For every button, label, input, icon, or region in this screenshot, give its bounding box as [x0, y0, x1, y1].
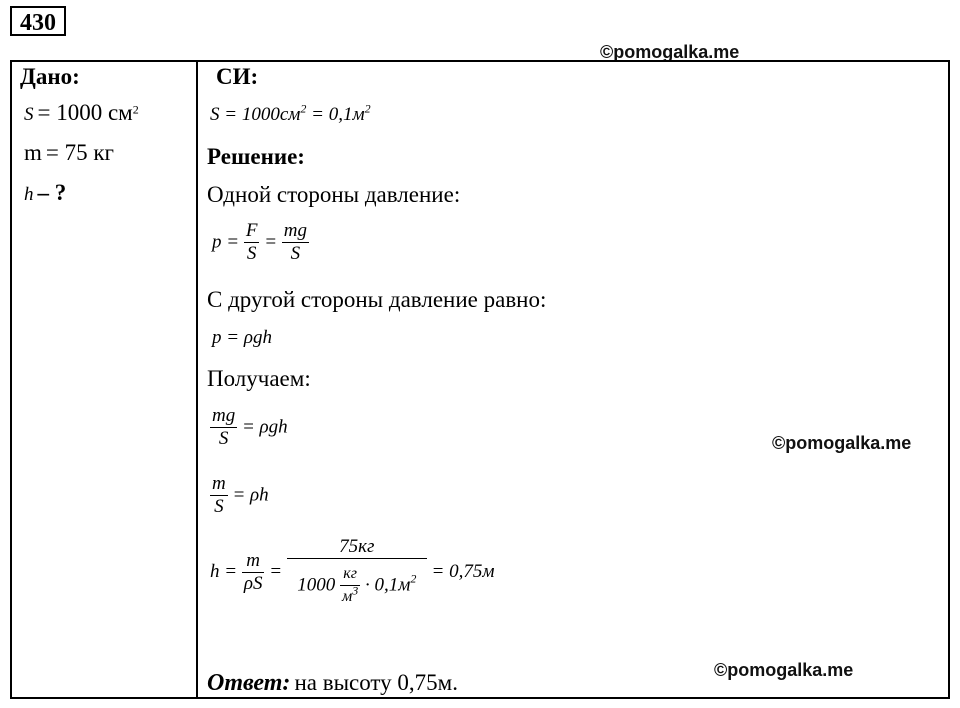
eq1-fraction-2	[282, 220, 309, 265]
si-conversion-rhs: = 0,1м	[306, 104, 365, 125]
eq1-fraction-1	[244, 220, 260, 265]
given-unknown	[24, 180, 66, 206]
eq5-f1-denominator: ρS	[243, 572, 263, 594]
eq5-f2-denominator	[287, 558, 427, 608]
given-area-value: = 1000 см	[37, 100, 133, 125]
equation-balance	[210, 405, 288, 450]
given-header: Дано:	[20, 64, 80, 89]
answer	[207, 670, 458, 697]
solution-header: Решение:	[207, 144, 305, 169]
eq5-den-unit-denominator	[340, 585, 360, 608]
answer-text: на высоту 0,75м.	[294, 670, 458, 695]
eq5-f2-numerator: 75кг	[339, 536, 375, 557]
given-height-question: – ?	[37, 180, 67, 205]
equation-result	[210, 536, 494, 608]
eq4-denominator: S	[210, 495, 228, 518]
si-conversion-lhs: S = 1000см	[210, 104, 301, 125]
eq5-lhs: h =	[210, 561, 238, 582]
eq1-f1-denominator: S	[244, 242, 260, 265]
eq3-fraction	[210, 405, 237, 450]
eq5-equals: =	[269, 561, 283, 582]
given-area-exponent: 2	[132, 102, 139, 117]
eq1-equals: =	[264, 231, 278, 253]
eq5-fraction-2	[287, 536, 427, 608]
eq1-f1-numerator: F	[245, 220, 258, 241]
watermark-bottom: ©pomogalka.me	[714, 660, 854, 680]
si-conversion-exp1: 2	[300, 101, 307, 116]
si-conversion-exp2: 2	[364, 101, 371, 116]
eq3-rhs: = ρgh	[241, 416, 288, 438]
si-conversion	[210, 101, 371, 126]
equation-pressure-force	[212, 220, 309, 265]
equation-hydrostatic: p = ρgh	[212, 327, 272, 348]
eq5-den-unit-exponent: 3	[352, 583, 359, 598]
eq4-rhs: = ρh	[232, 484, 269, 506]
solution-line-3: Получаем:	[207, 366, 311, 391]
given-area-symbol: S	[24, 104, 34, 125]
watermark-top: ©pomogalka.me	[600, 42, 740, 62]
given-height-symbol: h	[24, 184, 34, 205]
column-divider	[196, 60, 198, 699]
si-header: СИ:	[216, 64, 259, 89]
eq3-denominator: S	[210, 427, 237, 450]
answer-label: Ответ:	[207, 670, 291, 696]
eq5-fraction-1	[242, 550, 265, 595]
eq5-den-unit-base: м	[341, 588, 353, 605]
eq4-fraction	[210, 473, 228, 518]
eq5-den-area-exponent: 2	[410, 571, 417, 586]
eq1-f2-denominator: S	[282, 242, 309, 265]
eq5-den-area: · 0,1м	[364, 574, 411, 596]
eq4-numerator: m	[212, 473, 226, 494]
problem-number: 430	[10, 6, 66, 36]
eq5-den-unit-numerator: кг	[343, 565, 357, 582]
equation-simplified	[210, 473, 269, 518]
eq5-den-unit-fraction	[340, 563, 360, 608]
eq1-f2-numerator: mg	[283, 220, 307, 241]
solution-line-2: С другой стороны давление равно:	[207, 287, 547, 312]
eq5-f1-numerator: m	[246, 549, 260, 571]
solution-line-1: Одной стороны давление:	[207, 182, 461, 207]
given-mass-symbol: m	[24, 140, 42, 165]
given-area	[24, 100, 139, 126]
eq5-result: = 0,75м	[431, 561, 495, 582]
eq1-lhs: p =	[212, 231, 240, 253]
given-mass	[24, 140, 114, 166]
given-mass-value: = 75 кг	[45, 140, 114, 165]
watermark-middle: ©pomogalka.me	[772, 433, 912, 453]
eq3-numerator: mg	[212, 405, 236, 426]
eq5-den-coefficient: 1000	[297, 574, 336, 596]
